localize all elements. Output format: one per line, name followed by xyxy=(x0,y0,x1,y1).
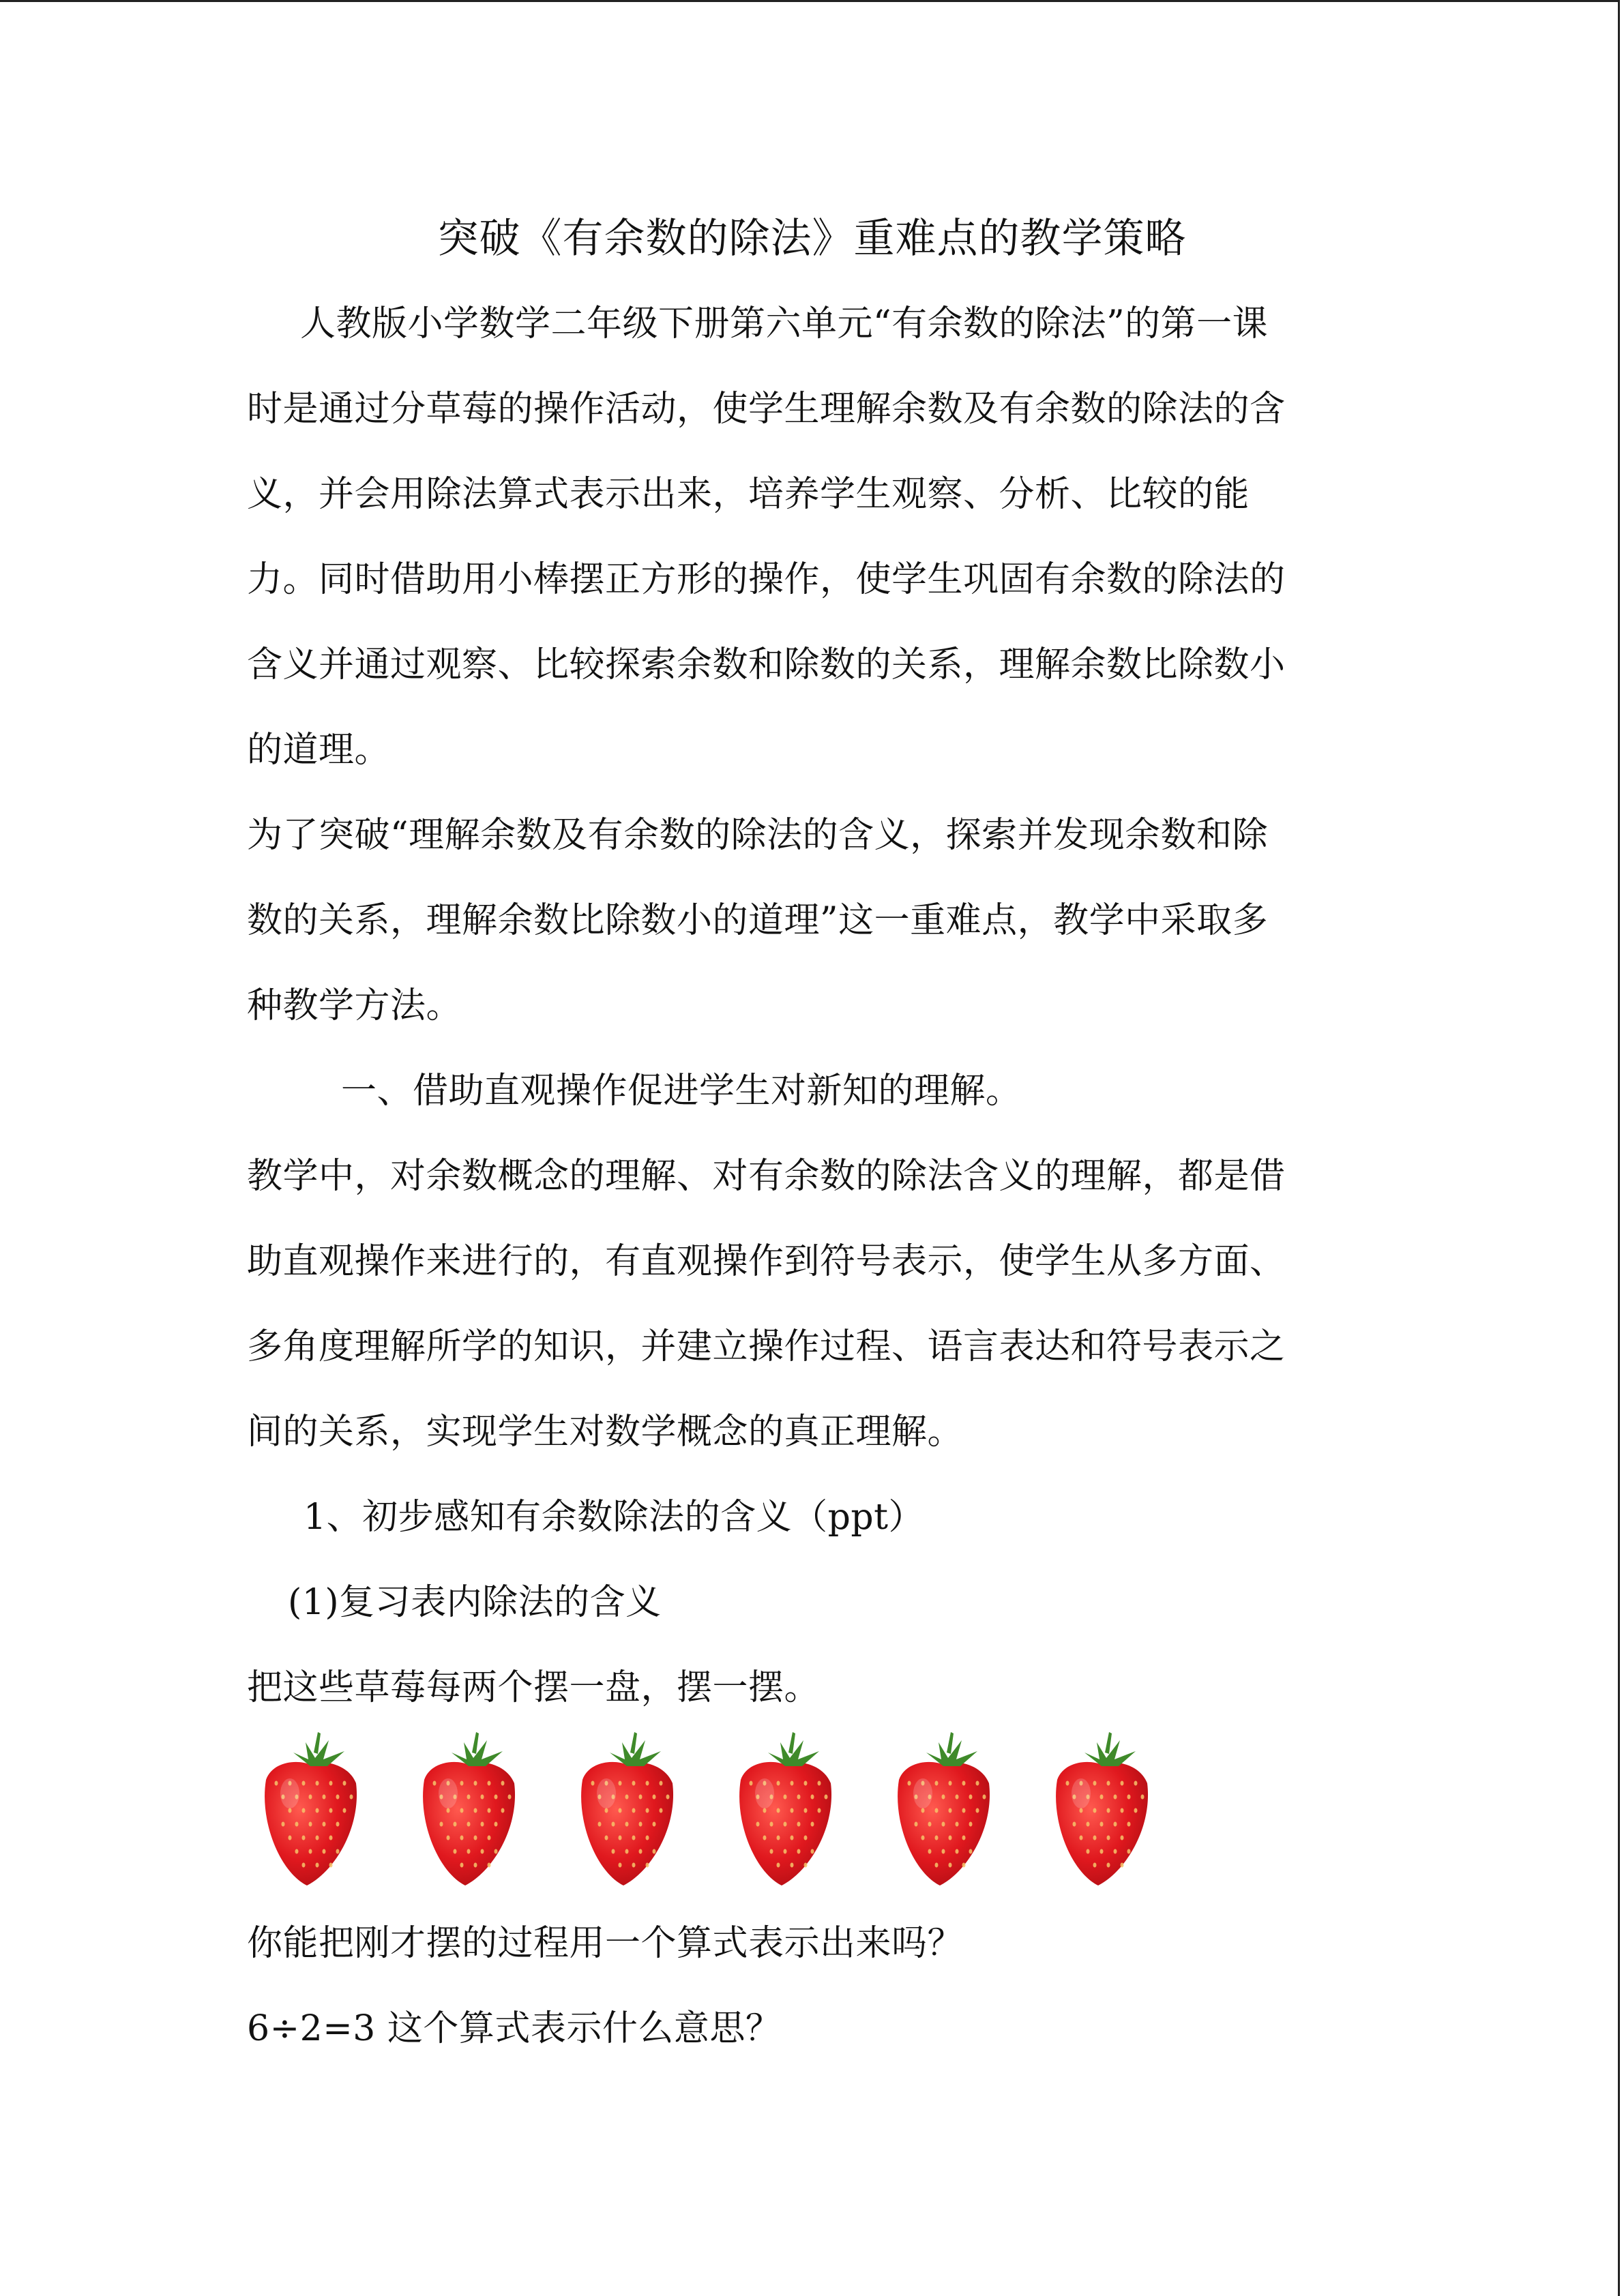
paragraph-line: 助直观操作来进行的，有直观操作到符号表示，使学生从多方面、 xyxy=(247,1241,1286,1282)
paragraph-line: 多角度理解所学的知识，并建立操作过程、语言表达和符号表示之 xyxy=(247,1326,1286,1367)
strawberry-icon xyxy=(569,1725,685,1896)
paragraph-line: 为了突破“理解余数及有余数的除法的含义，探索并发现余数和除 xyxy=(247,815,1269,856)
paragraph-line: 含义并通过观察、比较探索余数和除数的关系，理解余数比除数小 xyxy=(247,644,1286,685)
paragraph-line: 时是通过分草莓的操作活动，使学生理解余数及有余数的除法的含 xyxy=(247,389,1286,430)
subsection-heading: (1)复习表内除法的含义 xyxy=(288,1582,662,1623)
paragraph-line: 间的关系，实现学生对数学概念的真正理解。 xyxy=(247,1412,964,1452)
paragraph-line: 种教学方法。 xyxy=(247,985,462,1026)
strawberry-row xyxy=(252,1725,1173,1896)
subsection-heading: 1、初步感知有余数除法的含义（ppt） xyxy=(304,1497,925,1538)
paragraph-line: 力。同时借助用小棒摆正方形的操作，使学生巩固有余数的除法的 xyxy=(247,559,1286,600)
paragraph-line: 的道理。 xyxy=(247,730,391,771)
strawberry-icon xyxy=(727,1725,843,1896)
question-line: 6÷2=3 这个算式表示什么意思？ xyxy=(247,2008,782,2049)
paragraph-line: 人教版小学数学二年级下册第六单元“有余数的除法”的第一课 xyxy=(300,303,1269,344)
strawberry-icon xyxy=(885,1725,1001,1896)
paragraph-line: 义，并会用除法算式表示出来，培养学生观察、分析、比较的能 xyxy=(247,474,1250,515)
section-heading: 一、借助直观操作促进学生对新知的理解。 xyxy=(341,1071,1022,1112)
paragraph-line: 把这些草莓每两个摆一盘，摆一摆。 xyxy=(247,1667,821,1708)
paragraph-line: 教学中，对余数概念的理解、对有余数的除法含义的理解，都是借 xyxy=(247,1156,1286,1197)
document-title: 突破《有余数的除法》重难点的教学策略 xyxy=(437,215,1187,263)
strawberry-icon xyxy=(1044,1725,1160,1896)
question-line: 你能把刚才摆的过程用一个算式表示出来吗？ xyxy=(247,1923,964,1964)
strawberry-icon xyxy=(252,1725,368,1896)
strawberry-icon xyxy=(411,1725,527,1896)
paragraph-line: 数的关系，理解余数比除数小的道理”这一重难点，教学中采取多 xyxy=(247,900,1269,941)
